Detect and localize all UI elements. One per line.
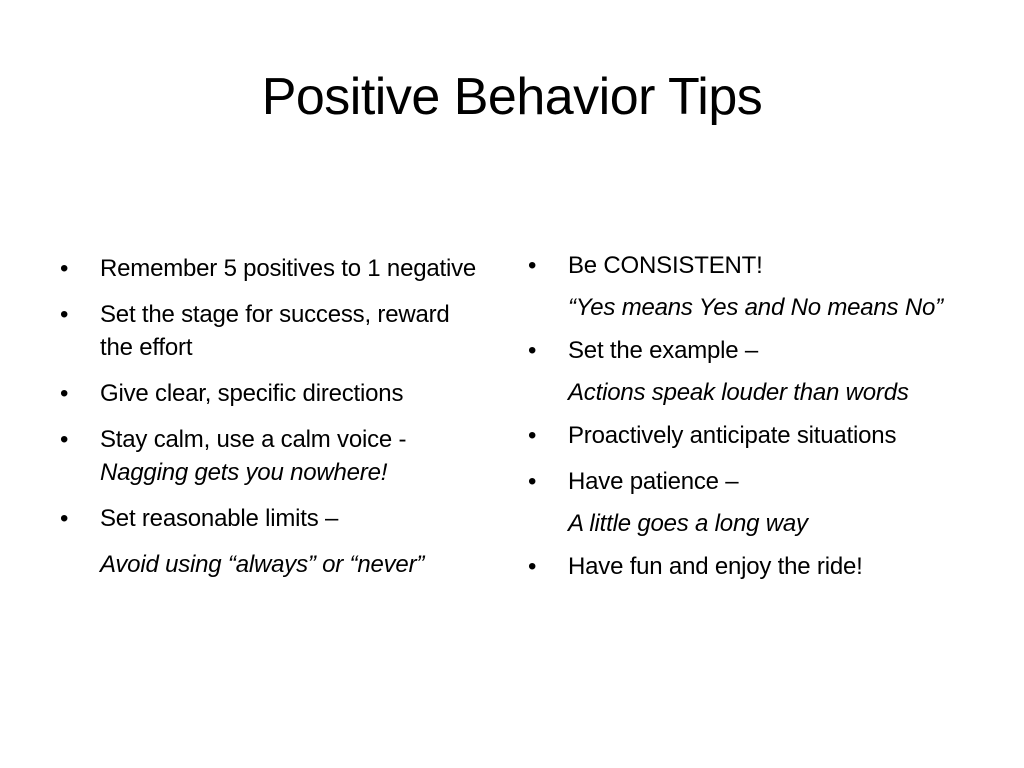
- list-item: [528, 419, 968, 452]
- list-item: [528, 550, 968, 583]
- bullet-text: Stay calm, use a calm voice -: [100, 426, 407, 453]
- bullet-icon: •: [60, 301, 69, 328]
- list-item: [528, 465, 968, 498]
- list-item: [60, 423, 480, 489]
- bullet-icon: •: [60, 380, 69, 407]
- list-item: [60, 298, 480, 364]
- right-column: [528, 249, 968, 596]
- bullet-text: Remember 5 positives to 1 negative: [100, 255, 477, 282]
- left-column: [60, 252, 480, 591]
- list-item: [60, 377, 480, 410]
- list-item: [60, 502, 480, 535]
- list-item: [528, 249, 968, 282]
- bullet-text: Give clear, specific directions: [100, 380, 404, 407]
- list-item: [528, 334, 968, 367]
- sub-text: A little goes a long way: [568, 510, 808, 537]
- bullet-icon: •: [528, 422, 537, 449]
- bullet-text: Set reasonable limits –: [100, 505, 339, 532]
- sub-text: “Yes means Yes and No means No”: [568, 294, 943, 321]
- slide-title: Positive Behavior Tips: [261, 68, 763, 126]
- bullet-icon: •: [528, 252, 537, 279]
- bullet-text: Set the stage for success, reward the effort: [100, 301, 450, 361]
- bullet-text: Have fun and enjoy the ride!: [568, 553, 863, 580]
- bullet-emphasis: Nagging gets you nowhere!: [100, 459, 388, 486]
- bullet-icon: •: [60, 505, 69, 532]
- bullet-text: Have patience –: [568, 468, 739, 495]
- sub-text: Avoid using “always” or “never”: [100, 551, 425, 578]
- bullet-text: Be CONSISTENT!: [568, 252, 763, 279]
- bullet-icon: •: [60, 426, 69, 453]
- list-item: [60, 252, 480, 285]
- bullet-icon: •: [528, 337, 537, 364]
- bullet-icon: •: [60, 255, 69, 282]
- bullet-icon: •: [528, 468, 537, 495]
- bullet-icon: •: [528, 553, 537, 580]
- bullet-text: Set the example –: [568, 337, 759, 364]
- bullet-text: Proactively anticipate situations: [568, 422, 897, 449]
- sub-text: Actions speak louder than words: [568, 379, 909, 406]
